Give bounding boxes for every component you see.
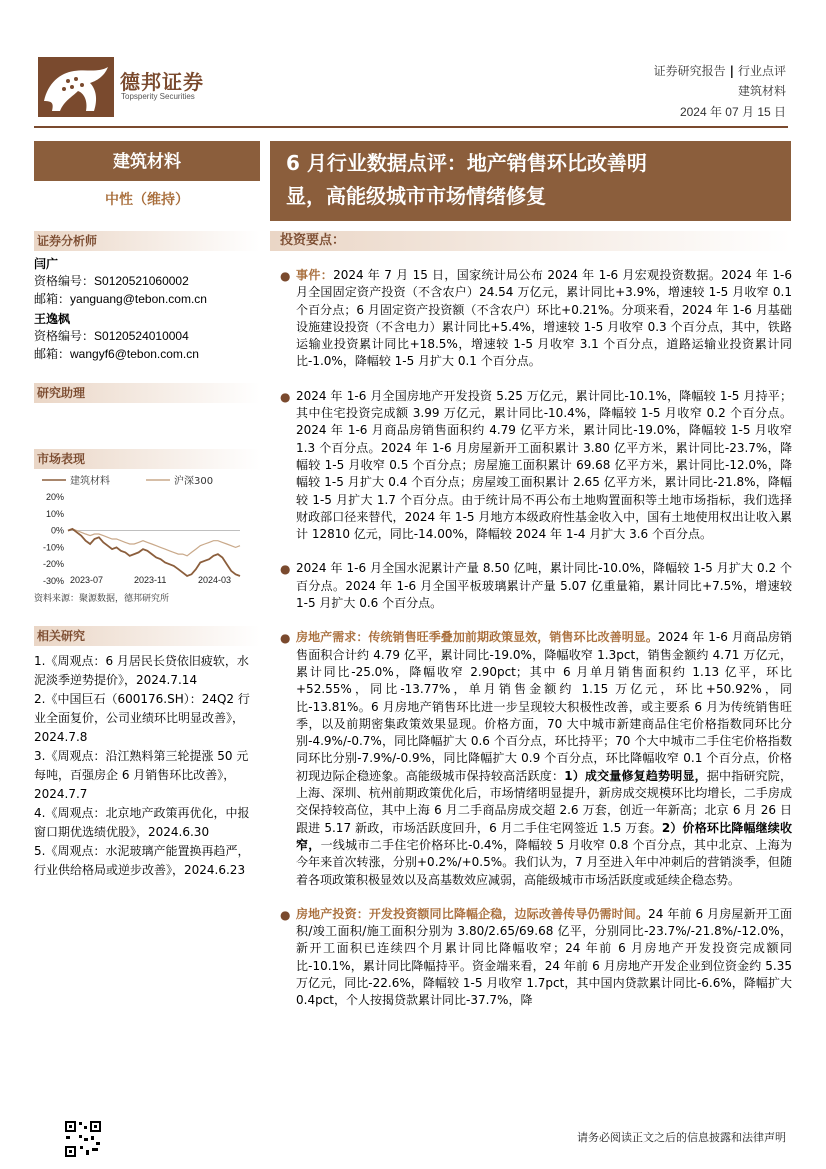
analyst-email: [34, 290, 260, 308]
summary-header: 投资要点：: [270, 231, 791, 251]
header-rule: [34, 126, 788, 128]
analyst-cert-value: S0120521060002: [94, 274, 189, 288]
paragraph-text: 2024 年 1-6 月全国房地产开发投资 5.25 万亿元，累计同比-10.1%，降幅较 1-5 月持平；其中住宅投资完成额 3.99 万亿元，累计同比-10.4%，降幅较 1-5 月收窄 0.2 个百分点。2024 年 1-6 月商品房销售面积约 4.79 亿平方米，累计同比-19.0%，降幅较 1-5 月收窄 1.3 个百分点。2024 年 1-6 月房屋新开工面积累计 3.80 亿平方米，累计同比-23.7%，降幅较 1-5 月收窄 0.5 个百分点；房屋施工面积累计 69.68 亿平方米，累计同比-12.0%，降幅较 1-5 月扩大 0.4 个百分点；房屋竣工面积累计 2.65 亿平方米，累计同比-21.8%，降幅较 1-5 月扩大 1.7 个百分点。由于统计局不再公布土地购置面积等土地市场指标，我们选择财政部口径来替代，2024 年 1-5 月地方本级政府性基金收入中，国有土地使用权出让收入累计 12810 亿元，同比-14.00%，降幅较 2024 年 1-4 月扩大 3.6 个百分点。: [296, 388, 792, 542]
paragraph-lead: 事件：: [296, 268, 334, 282]
market-header: 市场表现: [34, 449, 260, 469]
paragraph-realestate-data: [278, 388, 792, 544]
related-item[interactable]: 1.《周观点：6 月居民长贷依旧疲软，水泥淡季逆势提价》，2024.7.14: [34, 654, 249, 687]
paragraph-lead: 房地产投资：开发投资额同比降幅企稳，边际改善传导仍需时间。: [296, 906, 649, 921]
bullet-icon: ●: [280, 269, 291, 283]
market-chart-svg: [34, 469, 260, 589]
left-sidebar: [34, 141, 260, 880]
analyst-cert: [34, 272, 260, 290]
sector-name: 建筑材料: [113, 152, 181, 172]
x-tick-label: 2023-07: [70, 575, 104, 585]
y-tick-label: 10%: [45, 508, 64, 519]
qr-code-icon: [64, 1120, 102, 1158]
related-item[interactable]: 5.《周观点：水泥玻璃产能置换再趋严，行业供给格局或逆步改善》，2024.6.23: [34, 844, 250, 877]
paragraph-text: 24 年前 6 月房屋新开工面积/竣工面积/施工面积分别为 3.80/2.65/69.68 亿平，分别同比-23.7%/-21.8%/-12.0%，新开工面积已连续四个月累计同比降幅收窄；24 年前 6 月房地产开发投资完成额同比-10.1%，累计同比降幅持平。资金端来看，24 年前 6 月房地产开发企业到位资金约 5.35 万亿元，同比-22.6%，降幅较 1-5 月收窄 1.7pct，其中国内贷款累计同比-6.6%，降幅扩大 0.4pct，个人按揭贷款累计同比-37.7%，降: [296, 906, 792, 1008]
series-line-index: [68, 529, 240, 556]
related-header: 相关研究: [34, 626, 260, 646]
x-tick-label: 2024-03: [198, 575, 232, 585]
analyst-name: 王逸枫: [34, 312, 71, 326]
analyst-email-label: 邮箱：: [34, 292, 71, 306]
analyst-name: 闫广: [34, 257, 59, 271]
paragraph-demand: [278, 629, 792, 888]
report-type: [654, 62, 786, 79]
related-item[interactable]: 4.《周观点：北京地产政策再优化，中报窗口期优选绩优股》，2024.6.30: [34, 806, 250, 839]
report-type-label: 证券研究报告: [653, 64, 726, 78]
brand-name-en: Topsperity Securities: [121, 92, 195, 101]
title-line-2: 显，高能级城市市场情绪修复: [286, 184, 546, 208]
y-tick-label: -30%: [42, 576, 64, 586]
series-line-sector: [68, 529, 240, 576]
brand-name-cn: 德邦证券: [120, 70, 204, 94]
paragraph-cement-glass: [278, 560, 792, 612]
analyst-cert-label: 资格编号：: [34, 274, 95, 288]
analyst-email: [34, 345, 260, 363]
company-logo: [38, 57, 114, 117]
paragraph-text: 2024 年 7 月 15 日，国家统计局公布 2024 年 1-6 月宏观投资数据。2024 年 1-6 月全国固定资产投资（不含农户）24.54 万亿元，累计同比+3.9%，增速较 1-5 月收窄 0.1 个百分点；6 月固定资产投资额（不含农户）环比+0.21%。分项来看，2024 年 1-6 月基础设施建设投资（不含电力）累计同比+5.4%，增速较 1-5 月收窄 0.3 个百分点，其中，铁路运输业投资累计同比+18.5%，增速较 1-5 月收窄 3.1 个百分点，道路运输业投资累计同比-1.0%，降幅较 1-5 月扩大 0.1 个百分点。: [296, 268, 792, 369]
related-list: [34, 652, 260, 880]
paragraph-event: [278, 267, 792, 371]
analyst-email-value[interactable]: wangyf6@tebon.com.cn: [70, 347, 199, 361]
report-industry: 建筑材料: [737, 84, 786, 98]
title-line-1: 6 月行业数据点评：地产销售环比改善明: [286, 151, 647, 175]
analyst-cert: [34, 327, 260, 345]
y-tick-label: 20%: [45, 492, 64, 502]
y-tick-label: -10%: [42, 542, 64, 553]
analyst-cert-label: 资格编号：: [34, 329, 95, 343]
analyst-2: [34, 310, 260, 363]
paragraph-investment: [278, 906, 792, 1010]
analyst-email-label: 邮箱：: [34, 347, 71, 361]
paragraph-text: 2024 年 1-6 月商品房销售面积合计约 4.79 亿平，累计同比-19.0%，降幅收窄 1.3pct，销售金额约 4.71 万亿元，累计同比-25.0%，降幅收窄 2.90pct；其中 6 月单月销售面积约 1.13 亿平，环比+52.55%，同比-13.77%，单月销售金额约 1.15 万亿元，环比+50.92%，同比-13.81%。6 月房地产销售环比进一步呈现较大积极性改善，或主要系 6 月为传统销售旺季，以及前期密集政策效果显现。价格方面，70 大中城市新建商品住宅价格指数同环比分别-4.9%/-0.7%，同比降幅扩大 0.6 个百分点，环比持平；70 个大中城市二手住宅价格指数同环比分别-7.9%/-0.9%，同比降幅扩大 0.9 个百分点，环比降幅收窄 0.1 个百分点，价格初现边际企稳迹象。高能级城市保持较高活跃度：: [296, 630, 792, 783]
divider: |: [729, 64, 734, 78]
sector-rating: 中性（维持）: [105, 192, 189, 208]
bullet-icon: ●: [280, 907, 291, 922]
y-tick-label: 0%: [50, 525, 64, 536]
analyst-email-value[interactable]: yanguang@tebon.com.cn: [70, 292, 207, 306]
analyst-1: [34, 255, 260, 308]
paragraph-text: 2024 年 1-6 月全国水泥累计产量 8.50 亿吨，累计同比-10.0%，降幅较 1-5 月扩大 0.2 个百分点。2024 年 1-6 月全国平板玻璃累计产量 5.07 亿重量箱，累计同比+7.5%，增速较 1-5 月扩大 0.6 个百分点。: [296, 561, 792, 611]
paragraph-text: 一线城市二手住宅价格环比-0.4%，降幅较 5 月收窄 0.8 个百分点，其中北京、上海为今年来首次转涨，分别+0.2%/+0.5%。我们认为，7 月至进入年中冲刺后的营销淡季，但随着各项政策积极显效以及高基数效应减弱，高能级城市市场活跃度或延续企稳态势。: [296, 837, 792, 887]
legend-label: 建筑材料: [70, 476, 110, 487]
market-chart: [34, 469, 260, 589]
paragraph-bold: 1）成交量修复趋势明显，: [564, 768, 707, 783]
analyst-cert-value: S0120524010004: [94, 329, 189, 343]
report-date: 2024 年 07 月 15 日: [679, 105, 786, 119]
sector-box: [34, 141, 260, 221]
y-tick-label: -20%: [42, 559, 64, 570]
related-item[interactable]: 2.《中国巨石（600176.SH）：24Q2 行业全面复价，公司业绩环比明显改善》，2024.7.8: [34, 692, 250, 744]
analyst-header: 证券分析师: [34, 231, 260, 251]
report-title: [270, 141, 791, 221]
report-body: [278, 267, 792, 1019]
paragraph-lead: 房地产需求：传统销售旺季叠加前期政策显效，销售环比改善明显。: [296, 630, 658, 645]
assistant-header: 研究助理: [34, 383, 260, 403]
bullet-icon: ●: [280, 389, 291, 404]
bullet-icon: ●: [280, 562, 291, 577]
chart-source: 资料来源：聚源数据，德邦研究所: [34, 594, 170, 604]
legend-label: 沪深300: [174, 476, 214, 487]
report-subtype-label: 行业点评: [737, 64, 786, 78]
x-tick-label: 2023-11: [134, 575, 167, 585]
paragraph-text: 据中指研究院，上海、深圳、杭州前期政策优化后，市场情绪明显提升，新房成交规模环比均增长，二手房成交保持较高位，其中上海 6 月二手商品房成交超 2.6 万套，创近一年新高；北京 6 月 26 日跟进 5.17 新政，市场活跃度回升，6 月二手住宅网签近 1.5 万套。: [296, 768, 792, 835]
related-item[interactable]: 3.《周观点：沿江熟料第三轮提涨 50 元每吨，百强房企 6 月销售环比改善》，2024.7.7: [34, 749, 249, 801]
paragraph-bold: 2）价格环比降幅继续收窄，: [296, 820, 792, 852]
bullet-icon: ●: [280, 631, 291, 646]
disclaimer-note: 请务必阅读正文之后的信息披露和法律声明: [577, 1131, 786, 1144]
